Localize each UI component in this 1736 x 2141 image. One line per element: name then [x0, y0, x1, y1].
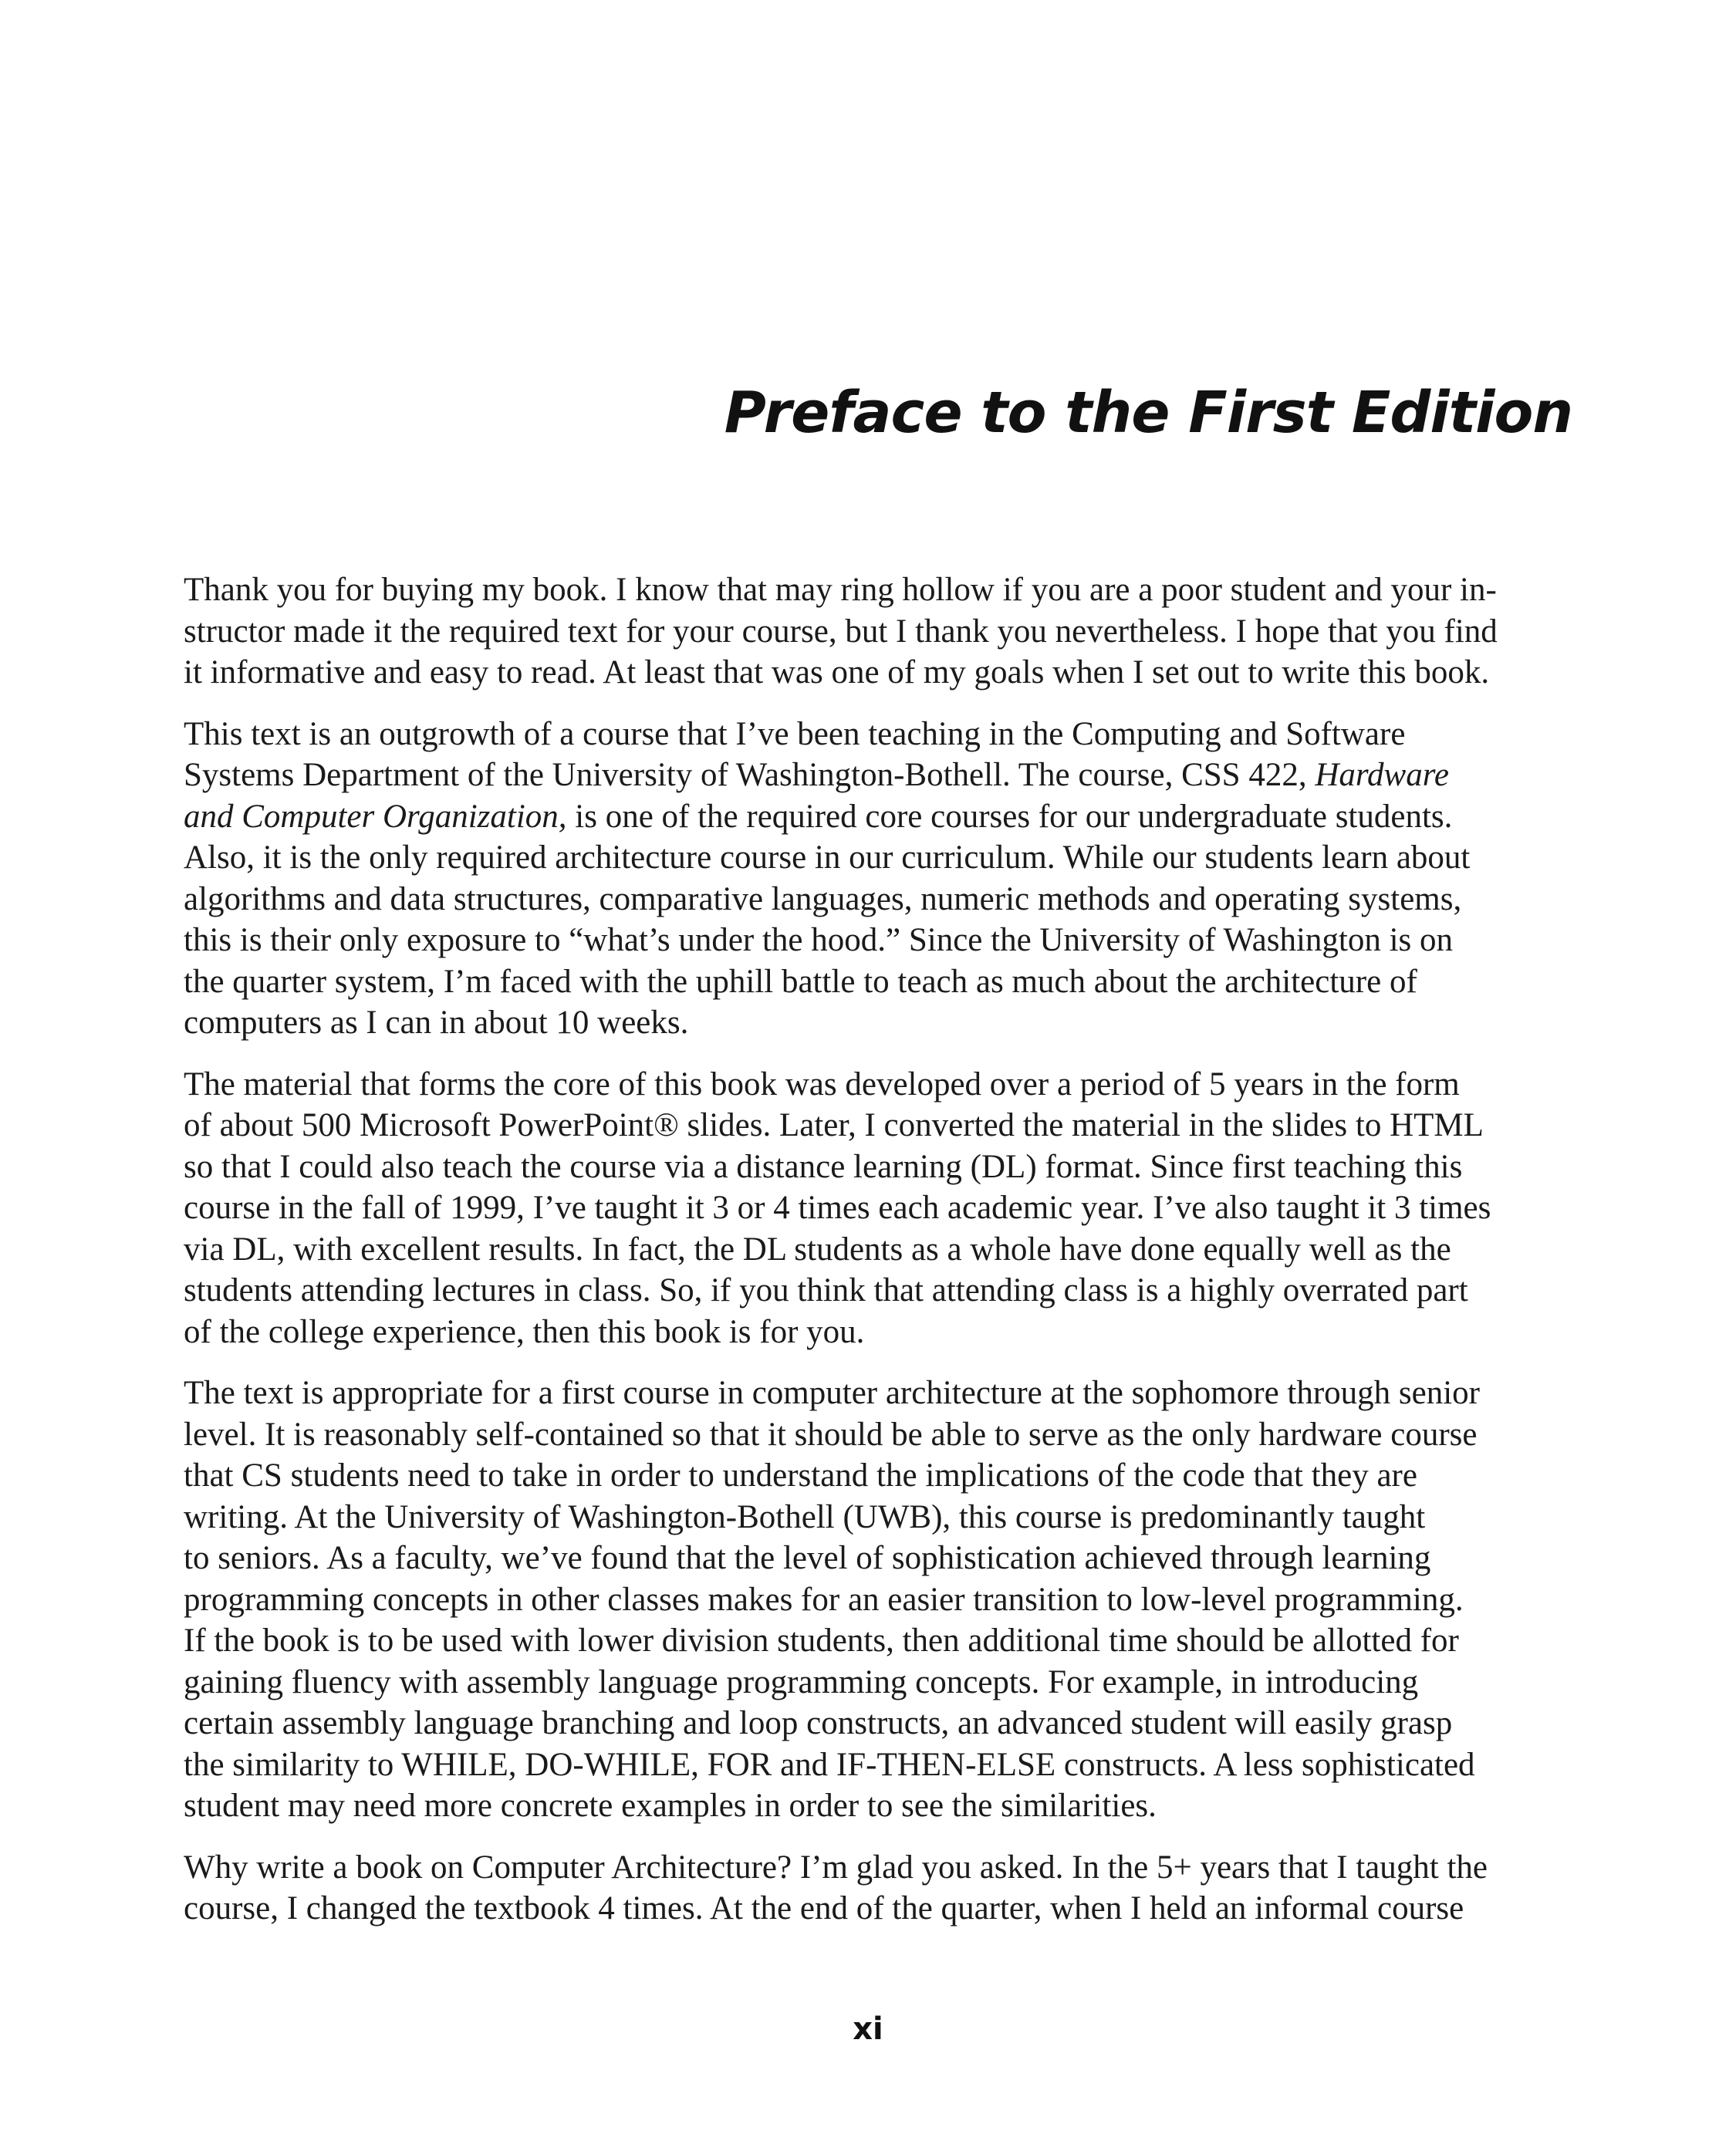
text-line: The material that forms the core of this book was developed over a period of 5 years in the form — [184, 1065, 1460, 1103]
paragraph-4 — [184, 1373, 1572, 1827]
preface-body — [184, 569, 1572, 1950]
text-line: so that I could also teach the course via a distance learning (DL) format. Since first teaching this — [184, 1148, 1463, 1185]
text-line: writing. At the University of Washington-Bothell (UWB), this course is predominantly taught — [184, 1498, 1426, 1535]
text-line: to seniors. As a faculty, we’ve found that the level of sophistication achieved through learning — [184, 1540, 1431, 1576]
text-line — [184, 755, 1572, 796]
page-number: xi — [853, 2011, 883, 2047]
paragraph-5 — [184, 1847, 1572, 1930]
text-line: gaining fluency with assembly language programming concepts. For example, in introducing — [184, 1663, 1419, 1700]
text-line: Thank you for buying my book. I know that may ring hollow if you are a poor student and your in- — [184, 572, 1497, 608]
text-line: student may need more concrete examples in order to see the similarities. — [184, 1788, 1157, 1824]
text-line: The text is appropriate for a first course in computer architecture at the sophomore through senior — [184, 1375, 1481, 1411]
text-line: the similarity to WHILE, DO-WHILE, FOR and IF-THEN-ELSE constructs. A less sophisticated — [184, 1746, 1475, 1783]
text-line: via DL, with excellent results. In fact, the DL students as a whole have done equally well as the — [184, 1231, 1451, 1268]
text-line — [184, 796, 1572, 838]
text-line: If the book is to be used with lower division students, then additional time should be allotted for — [184, 1623, 1459, 1659]
text-line: course in the fall of 1999, I’ve taught it 3 or 4 times each academic year. I’ve also taught it 3 times — [184, 1190, 1491, 1226]
text-line: students attending lectures in class. So, if you think that attending class is a highly overrated part — [184, 1272, 1468, 1309]
page-title: Preface to the First Edition — [724, 380, 1572, 446]
paragraph-1 — [184, 569, 1572, 694]
text-line: certain assembly language branching and loop constructs, an advanced student will easily grasp — [184, 1705, 1453, 1741]
text-segment: is one of the required core courses for our undergraduate students. — [566, 798, 1453, 835]
text-segment: Systems Department of the University of Washington-Bothell. The course, CSS 422, — [184, 757, 1307, 793]
text-line: the quarter system, I’m faced with the uphill battle to teach as much about the architecture of — [184, 963, 1417, 1000]
text-line: of about 500 Microsoft PowerPoint® slides. Later, I converted the material in the slides to HTML — [184, 1107, 1484, 1143]
course-title-italic: and Computer Organization, — [184, 798, 567, 835]
text-line: This text is an outgrowth of a course that I’ve been teaching in the Computing and Software — [184, 715, 1406, 752]
text-line: algorithms and data structures, comparative languages, numeric methods and operating systems, — [184, 880, 1462, 917]
text-line: course, I changed the textbook 4 times. At the end of the quarter, when I held an informal course — [184, 1890, 1464, 1927]
course-title-italic: Hardware — [1315, 757, 1449, 793]
paragraph-3 — [184, 1064, 1572, 1353]
text-line: that CS students need to take in order to understand the implications of the code that they are — [184, 1457, 1417, 1494]
text-line: programming concepts in other classes makes for an easier transition to low-level programming. — [184, 1581, 1464, 1618]
text-line: Also, it is the only required architecture course in our curriculum. While our students learn about — [184, 839, 1471, 876]
text-line: Why write a book on Computer Architecture? I’m glad you asked. In the 5+ years that I taught the — [184, 1849, 1488, 1886]
text-line: computers as I can in about 10 weeks. — [184, 1005, 689, 1041]
paragraph-2 — [184, 714, 1572, 1044]
text-line: it informative and easy to read. At least that was one of my goals when I set out to write this book. — [184, 654, 1490, 691]
text-line: level. It is reasonably self-contained so that it should be able to serve as the only hardware course — [184, 1416, 1478, 1453]
text-line: this is their only exposure to “what’s under the hood.” Since the University of Washington is on — [184, 922, 1454, 958]
text-line: of the college experience, then this book is for you. — [184, 1313, 865, 1350]
text-line: structor made it the required text for your course, but I thank you nevertheless. I hope that you find — [184, 613, 1498, 650]
